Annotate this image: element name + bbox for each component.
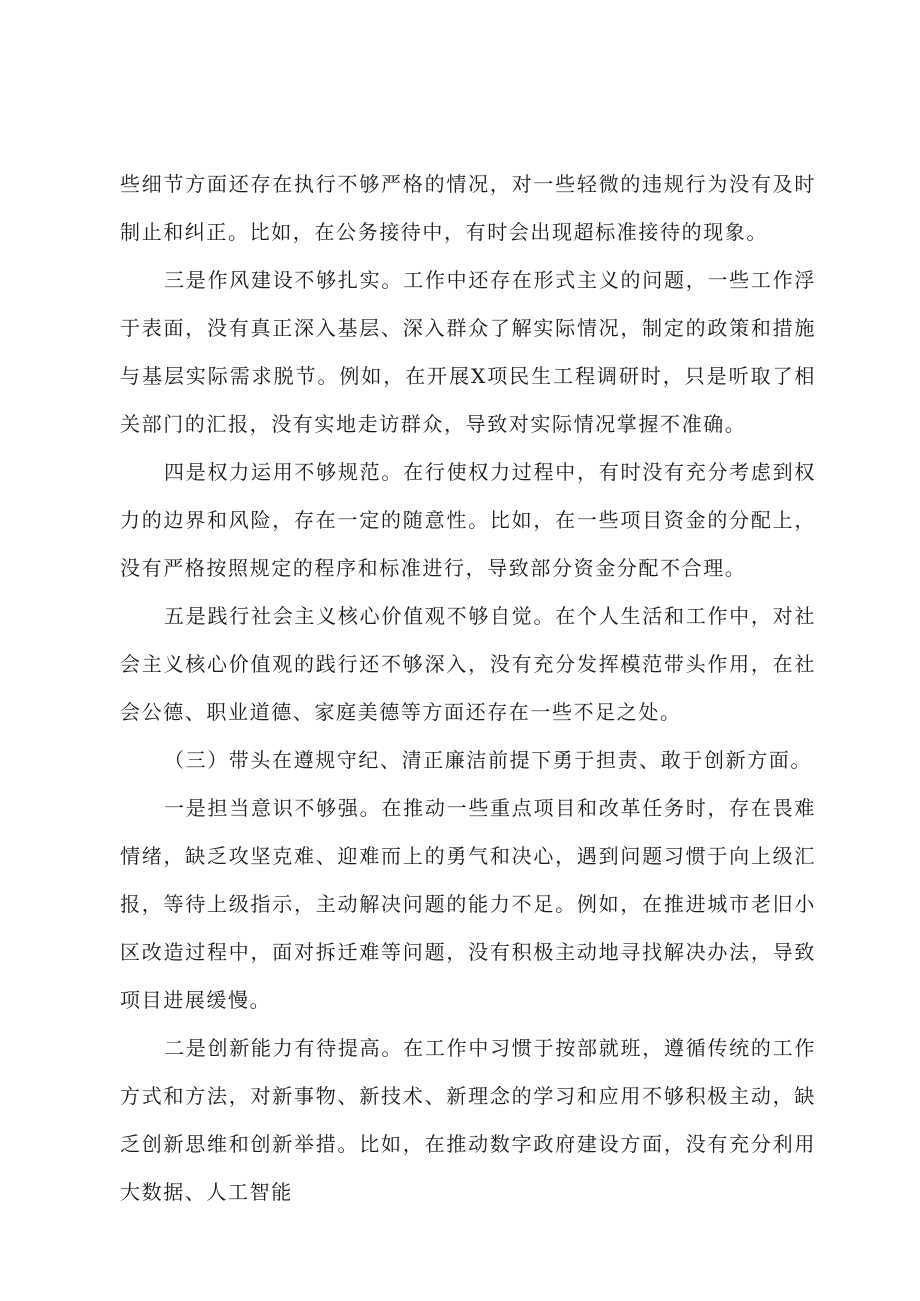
paragraph-item-four-power-use: 四是权力运用不够规范。在行使权力过程中，有时没有充分考虑到权力的边界和风险，存在一定的随意性。比如，在一些项目资金的分配上，没有严格按照规定的程序和标准进行，导致部分资金分配不合理。 bbox=[120, 460, 816, 580]
paragraph-item-three-work-style: 三是作风建设不够扎实。工作中还存在形式主义的问题，一些工作浮于表面，没有真正深入基层、深入群众了解实际情况，制定的政策和措施与基层实际需求脱节。例如，在开展X项民生工程调研时，只是听取了相关部门的汇报，没有实地走访群众，导致对实际情况掌握不准确。 bbox=[120, 268, 816, 436]
paragraph-item-one-responsibility: 一是担当意识不够强。在推动一些重点项目和改革任务时，存在畏难情绪，缺乏攻坚克难、迎难而上的勇气和决心，遇到问题习惯于向上级汇报，等待上级指示，主动解决问题的能力不足。例如，在推进城市老旧小区改造过程中，面对拆迁难等问题，没有积极主动地寻找解决办法，导致项目进展缓慢。 bbox=[120, 796, 816, 1012]
section-heading-three: （三）带头在遵规守纪、清正廉洁前提下勇于担责、敢于创新方面。 bbox=[164, 748, 812, 772]
paragraph-item-two-innovation: 二是创新能力有待提高。在工作中习惯于按部就班，遵循传统的工作方式和方法，对新事物、新技术、新理念的学习和应用不够积极主动，缺乏创新思维和创新举措。比如，在推动数字政府建设方面，没有充分利用大数据、人工智能 bbox=[120, 1036, 816, 1204]
document-body bbox=[120, 160, 816, 1216]
paragraph-item-five-core-values: 五是践行社会主义核心价值观不够自觉。在个人生活和工作中，对社会主义核心价值观的践行还不够深入，没有充分发挥模范带头作用，在社会公德、职业道德、家庭美德等方面还存在一些不足之处。 bbox=[120, 604, 816, 724]
paragraph-continuation: 些细节方面还存在执行不够严格的情况，对一些轻微的违规行为没有及时制止和纠正。比如，在公务接待中，有时会出现超标准接待的现象。 bbox=[120, 172, 816, 244]
